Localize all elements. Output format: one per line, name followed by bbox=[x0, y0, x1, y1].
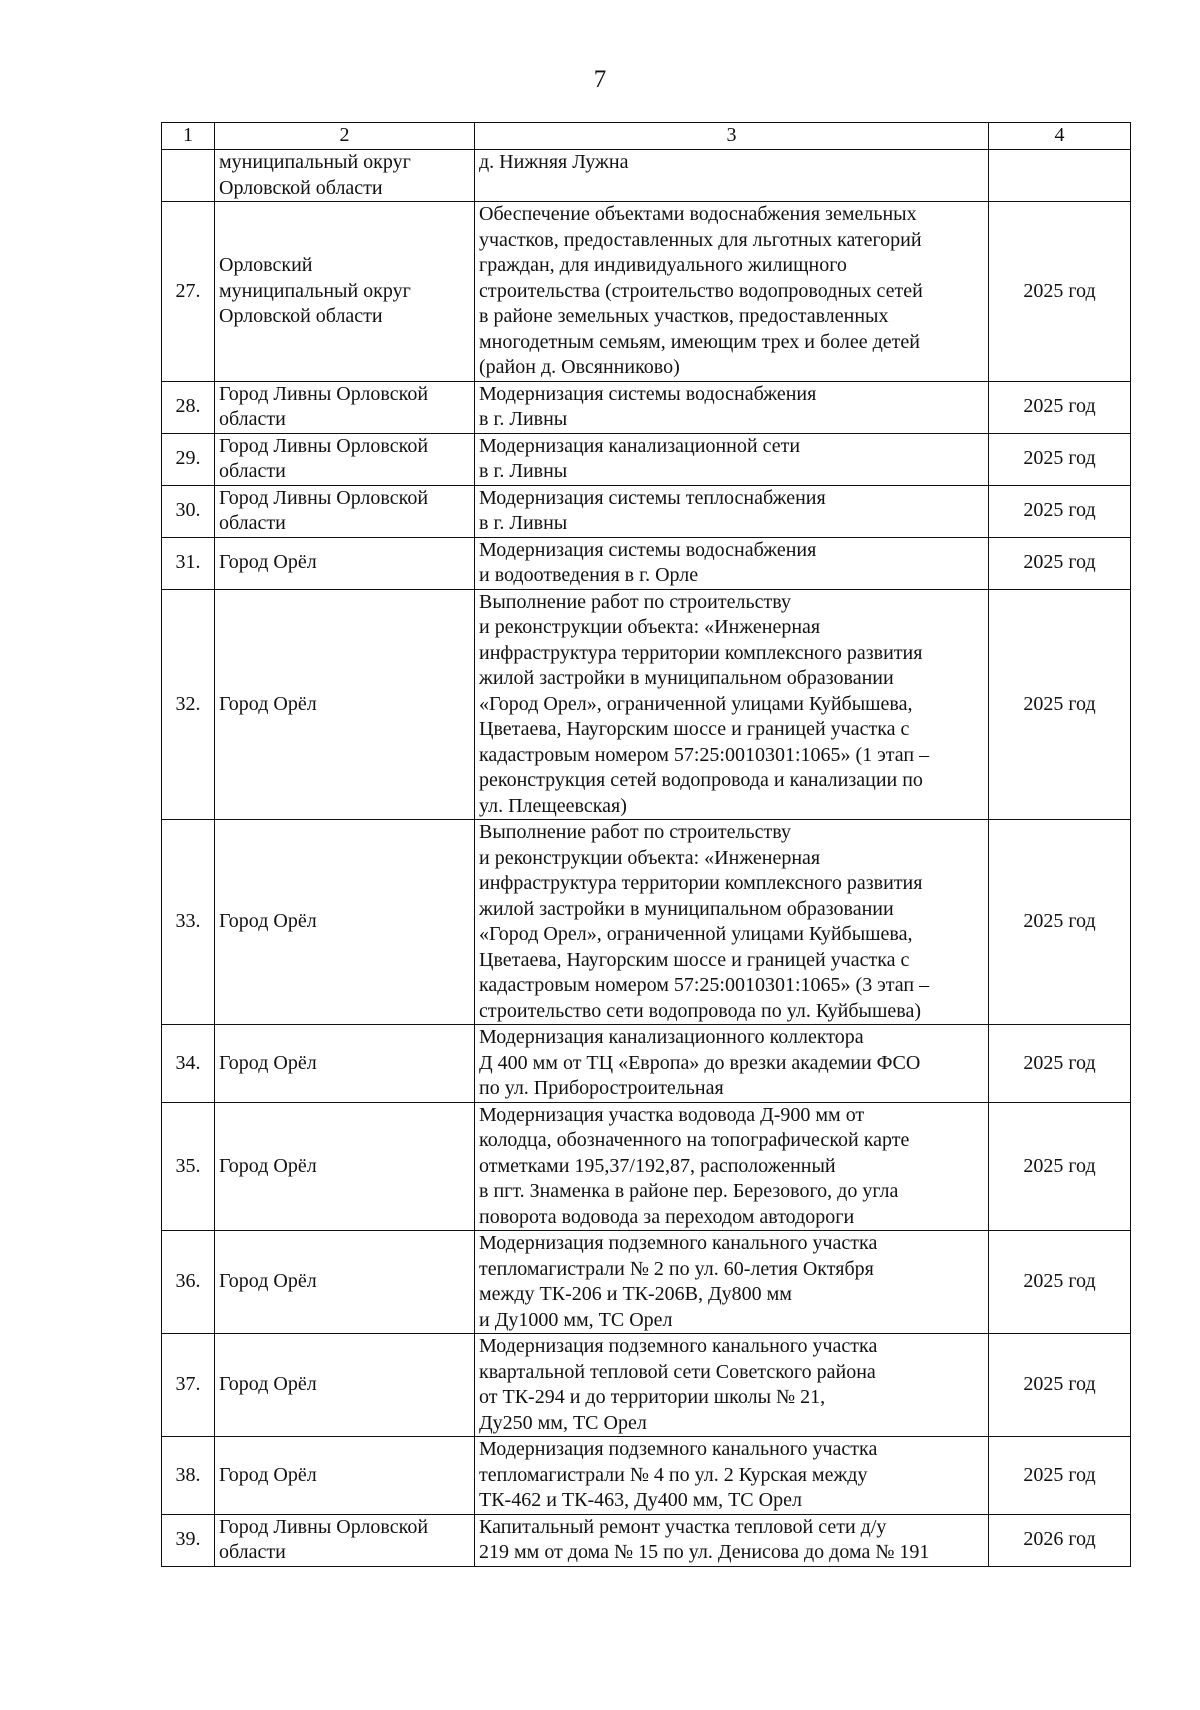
description-line: Выполнение работ по строительству bbox=[479, 590, 791, 613]
description-line: квартальной тепловой сети Советского района bbox=[479, 1360, 876, 1383]
description-line: «Город Орел», ограниченной улицами Куйбышева, bbox=[479, 923, 913, 945]
municipality-line: Город Ливны Орловской bbox=[219, 1515, 429, 1538]
table-row bbox=[162, 1437, 1131, 1515]
row-number: 37. bbox=[162, 1334, 215, 1437]
page-number: 7 bbox=[593, 66, 607, 93]
row-number: 36. bbox=[162, 1231, 215, 1334]
description-line: Цветаева, Наугорским шоссе и границей участка с bbox=[479, 948, 910, 971]
municipality-cell bbox=[215, 1102, 475, 1231]
year-cell: 2025 год bbox=[989, 537, 1131, 589]
row-number: 33. bbox=[162, 820, 215, 1025]
header-cell-2: 2 bbox=[215, 123, 475, 150]
description-line: Модернизация канализационной сети bbox=[479, 434, 801, 457]
description-line: Капитальный ремонт участка тепловой сети д/у bbox=[479, 1515, 887, 1538]
description-line: Модернизация участка водовода Д-900 мм от bbox=[479, 1103, 865, 1126]
year-cell bbox=[989, 150, 1131, 202]
description-cell bbox=[475, 381, 989, 433]
description-cell bbox=[475, 1514, 989, 1566]
municipality-cell bbox=[215, 589, 475, 820]
header-row bbox=[162, 123, 1131, 150]
table-row bbox=[162, 381, 1131, 433]
description-line: отметками 195,37/192,87, расположенный bbox=[479, 1154, 836, 1177]
description-line: Модернизация подземного канального участка bbox=[479, 1438, 878, 1460]
municipality-line: Город Ливны Орловской bbox=[219, 486, 429, 509]
description-line: Модернизация подземного канального участка bbox=[479, 1232, 878, 1254]
description-line: и Ду1000 мм, ТС Орел bbox=[479, 1308, 673, 1331]
description-line: ТК-462 и ТК-463, Ду400 мм, ТС Орел bbox=[479, 1489, 802, 1511]
table-row bbox=[162, 1102, 1131, 1231]
row-number: 38. bbox=[162, 1437, 215, 1515]
table-row bbox=[162, 150, 1131, 202]
municipality-cell bbox=[215, 433, 475, 485]
table-row bbox=[162, 433, 1131, 485]
description-line: в пгт. Знаменка в районе пер. Березового, до угла bbox=[479, 1180, 899, 1202]
description-line: ул. Плещеевская) bbox=[479, 794, 627, 817]
table-row bbox=[162, 589, 1131, 820]
table-row bbox=[162, 1025, 1131, 1103]
description-line: граждан, для индивидуального жилищного bbox=[479, 254, 847, 276]
description-line: инфраструктура территории комплексного развития bbox=[479, 872, 923, 894]
municipality-cell bbox=[215, 1231, 475, 1334]
municipality-line: Город Орёл bbox=[219, 1270, 317, 1293]
municipality-cell bbox=[215, 150, 475, 202]
municipality-line: Орловской области bbox=[219, 176, 383, 199]
row-number: 27. bbox=[162, 202, 215, 382]
year-cell: 2025 год bbox=[989, 1437, 1131, 1515]
description-line: Ду250 мм, ТС Орел bbox=[479, 1411, 647, 1434]
description-line: 219 мм от дома № 15 по ул. Денисова до дома № 191 bbox=[479, 1541, 930, 1563]
description-line: Выполнение работ по строительству bbox=[479, 821, 791, 843]
table-row bbox=[162, 1334, 1131, 1437]
municipality-cell bbox=[215, 485, 475, 537]
description-line: и реконструкции объекта: «Инженерная bbox=[479, 846, 821, 869]
description-line: (район д. Овсянниково) bbox=[479, 356, 680, 378]
description-cell bbox=[475, 589, 989, 820]
description-line: кадастровым номером 57:25:0010301:1065» (3 этап – bbox=[479, 974, 930, 996]
description-cell bbox=[475, 433, 989, 485]
municipality-cell bbox=[215, 820, 475, 1025]
table-row bbox=[162, 485, 1131, 537]
table-row bbox=[162, 820, 1131, 1025]
municipality-line: Город Орёл bbox=[219, 1373, 317, 1396]
year-cell: 2025 год bbox=[989, 485, 1131, 537]
description-cell bbox=[475, 202, 989, 382]
description-cell bbox=[475, 150, 989, 202]
municipality-line: Город Орёл bbox=[219, 1154, 317, 1177]
municipality-line: Город Ливны Орловской bbox=[219, 382, 429, 405]
row-number: 30. bbox=[162, 485, 215, 537]
description-line: инфраструктура территории комплексного развития bbox=[479, 641, 923, 664]
municipality-line: Орловской области bbox=[219, 305, 383, 327]
row-number: 29. bbox=[162, 433, 215, 485]
description-line: д. Нижняя Лужна bbox=[479, 151, 629, 173]
year-cell: 2025 год bbox=[989, 820, 1131, 1025]
table-row bbox=[162, 1514, 1131, 1566]
year-cell: 2025 год bbox=[989, 202, 1131, 382]
description-cell bbox=[475, 820, 989, 1025]
description-line: в районе земельных участков, предоставленных bbox=[479, 305, 889, 327]
header-cell-3: 3 bbox=[475, 123, 989, 150]
municipality-line: Город Орёл bbox=[219, 551, 317, 574]
description-cell bbox=[475, 1334, 989, 1437]
description-line: в г. Ливны bbox=[479, 512, 568, 534]
header-cell-4: 4 bbox=[989, 123, 1131, 150]
municipality-line: области bbox=[219, 408, 286, 430]
year-cell: 2025 год bbox=[989, 1334, 1131, 1437]
municipality-line: Город Орёл bbox=[219, 1051, 317, 1074]
municipality-cell bbox=[215, 1437, 475, 1515]
municipality-line: Орловский bbox=[219, 254, 313, 276]
year-cell: 2026 год bbox=[989, 1514, 1131, 1566]
description-line: жилой застройки в муниципальном образовании bbox=[479, 667, 894, 689]
works-table bbox=[161, 122, 1131, 1567]
table-row bbox=[162, 537, 1131, 589]
row-number: 35. bbox=[162, 1102, 215, 1231]
description-line: Модернизация подземного канального участка bbox=[479, 1335, 878, 1357]
year-cell: 2025 год bbox=[989, 1102, 1131, 1231]
description-line: тепломагистрали № 4 по ул. 2 Курская между bbox=[479, 1463, 868, 1486]
description-line: Обеспечение объектами водоснабжения земельных bbox=[479, 203, 917, 225]
row-number: 32. bbox=[162, 589, 215, 820]
year-cell: 2025 год bbox=[989, 433, 1131, 485]
description-line: Модернизация канализационного коллектора bbox=[479, 1026, 864, 1048]
year-cell: 2025 год bbox=[989, 589, 1131, 820]
municipality-line: области bbox=[219, 512, 286, 534]
municipality-line: Город Ливны Орловской bbox=[219, 434, 429, 457]
municipality-cell bbox=[215, 1514, 475, 1566]
description-line: Цветаева, Наугорским шоссе и границей участка с bbox=[479, 718, 910, 740]
row-number: 28. bbox=[162, 381, 215, 433]
description-cell bbox=[475, 1102, 989, 1231]
table-row bbox=[162, 1231, 1131, 1334]
municipality-line: Город Орёл bbox=[219, 1463, 317, 1486]
description-line: поворота водовода за переходом автодороги bbox=[479, 1205, 855, 1228]
description-cell bbox=[475, 485, 989, 537]
description-cell bbox=[475, 1025, 989, 1103]
year-cell: 2025 год bbox=[989, 1025, 1131, 1103]
municipality-cell bbox=[215, 381, 475, 433]
municipality-cell bbox=[215, 202, 475, 382]
municipality-line: Город Орёл bbox=[219, 692, 317, 715]
municipality-line: Город Орёл bbox=[219, 910, 317, 933]
row-number: 31. bbox=[162, 537, 215, 589]
description-line: строительство сети водопровода по ул. Куйбышева) bbox=[479, 999, 921, 1022]
municipality-cell bbox=[215, 537, 475, 589]
description-line: строительства (строительство водопроводных сетей bbox=[479, 279, 923, 302]
row-number: 34. bbox=[162, 1025, 215, 1103]
year-cell: 2025 год bbox=[989, 381, 1131, 433]
description-cell bbox=[475, 537, 989, 589]
description-line: в г. Ливны bbox=[479, 408, 568, 430]
description-line: «Город Орел», ограниченной улицами Куйбышева, bbox=[479, 692, 913, 715]
table-header bbox=[162, 123, 1131, 150]
description-line: Модернизация системы водоснабжения bbox=[479, 382, 817, 405]
description-line: кадастровым номером 57:25:0010301:1065» (1 этап – bbox=[479, 743, 930, 766]
description-line: тепломагистрали № 2 по ул. 60-летия Октября bbox=[479, 1257, 874, 1280]
year-cell: 2025 год bbox=[989, 1231, 1131, 1334]
description-line: Модернизация системы водоснабжения bbox=[479, 538, 817, 561]
description-line: и водоотведения в г. Орле bbox=[479, 564, 699, 586]
description-line: и реконструкции объекта: «Инженерная bbox=[479, 616, 821, 638]
description-line: Модернизация системы теплоснабжения bbox=[479, 486, 826, 509]
description-line: Д 400 мм от ТЦ «Европа» до врезки академии ФСО bbox=[479, 1051, 921, 1074]
description-line: между ТК-206 и ТК-206В, Ду800 мм bbox=[479, 1283, 792, 1305]
description-line: от ТК-294 и до территории школы № 21, bbox=[479, 1386, 826, 1408]
row-number bbox=[162, 150, 215, 202]
municipality-line: муниципальный округ bbox=[219, 151, 411, 173]
description-line: многодетным семьям, имеющим трех и более детей bbox=[479, 330, 920, 353]
description-line: по ул. Приборостроительная bbox=[479, 1077, 724, 1099]
table-row bbox=[162, 202, 1131, 382]
description-line: колодца, обозначенного на топографической карте bbox=[479, 1129, 910, 1151]
row-number: 39. bbox=[162, 1514, 215, 1566]
municipality-cell bbox=[215, 1334, 475, 1437]
description-line: реконструкция сетей водопровода и канализации по bbox=[479, 769, 923, 791]
municipality-line: области bbox=[219, 460, 286, 482]
description-line: в г. Ливны bbox=[479, 460, 568, 482]
municipality-cell bbox=[215, 1025, 475, 1103]
description-line: жилой застройки в муниципальном образовании bbox=[479, 897, 894, 920]
description-cell bbox=[475, 1437, 989, 1515]
description-cell bbox=[475, 1231, 989, 1334]
municipality-line: муниципальный округ bbox=[219, 279, 411, 302]
table-body bbox=[162, 150, 1131, 1567]
header-cell-1: 1 bbox=[162, 123, 215, 150]
municipality-line: области bbox=[219, 1541, 286, 1563]
description-line: участков, предоставленных для льготных категорий bbox=[479, 228, 922, 251]
